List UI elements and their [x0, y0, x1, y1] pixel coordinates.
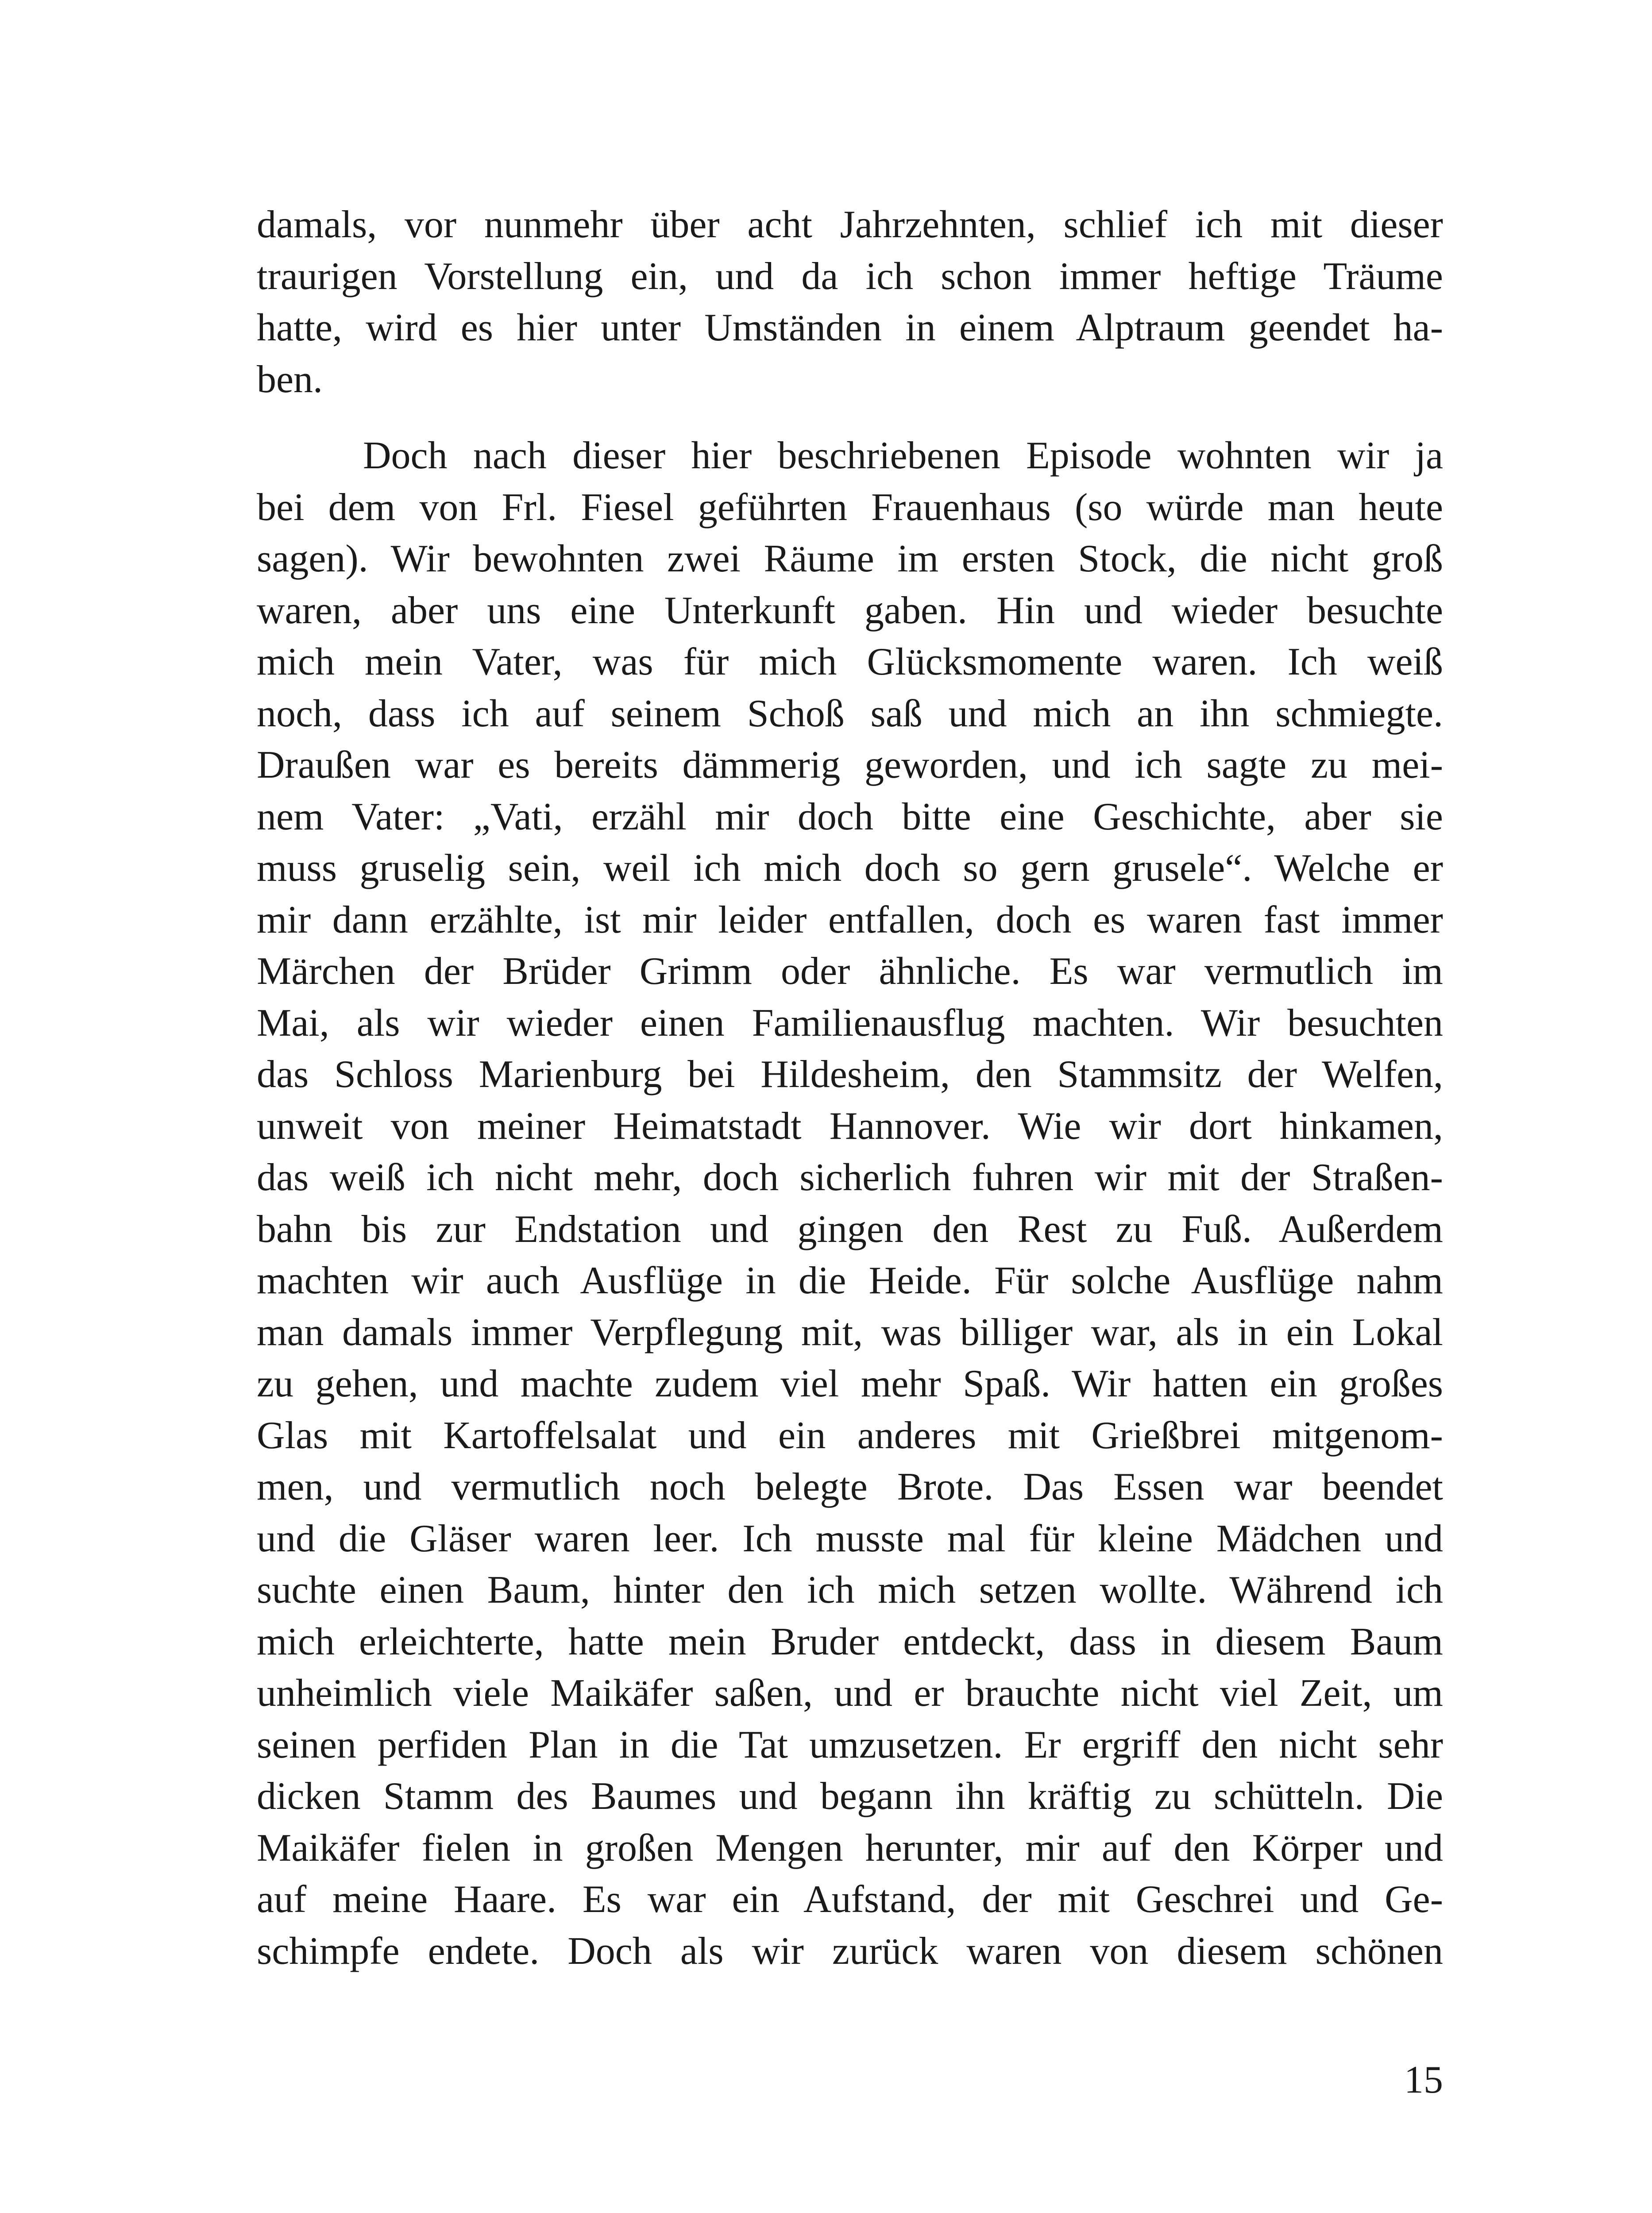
text-line: seinen perfiden Plan in die Tat umzusetzen. Er ergriff den nicht sehr [257, 1723, 1443, 1766]
text-line: unweit von meiner Heimatstadt Hannover. Wie wir dort hinkamen, [257, 1104, 1443, 1148]
text-line: das weiß ich nicht mehr, doch sicherlich fuhren wir mit der Straßen- [257, 1156, 1443, 1199]
text-line: Mai, als wir wieder einen Familienausflug machten. Wir besuchten [257, 1001, 1443, 1045]
text-line: damals, vor nunmehr über acht Jahrzehnten, schlief ich mit dieser [257, 203, 1443, 246]
text-line: mich erleichterte, hatte mein Bruder entdeckt, dass in diesem Baum [257, 1620, 1443, 1663]
page-number: 15 [1404, 2059, 1443, 2101]
paragraph [257, 199, 1443, 405]
body-text [257, 199, 1443, 1977]
text-line: auf meine Haare. Es war ein Aufstand, der mit Geschrei und Ge- [257, 1878, 1443, 1921]
text-line: machten wir auch Ausflüge in die Heide. Für solche Ausflüge nahm [257, 1259, 1443, 1302]
paragraph [257, 430, 1443, 1977]
text-line: bei dem von Frl. Fiesel geführten Frauenhaus (so würde man heute [257, 486, 1443, 529]
text-line: Maikäfer fielen in großen Mengen herunter, mir auf den Körper und [257, 1826, 1443, 1870]
text-line: traurigen Vorstellung ein, und da ich schon immer heftige Träume [257, 254, 1443, 298]
text-line: und die Gläser waren leer. Ich musste mal für kleine Mädchen und [257, 1517, 1443, 1560]
text-line: muss gruselig sein, weil ich mich doch so gern grusele“. Welche er [257, 847, 1443, 890]
text-line: Draußen war es bereits dämmerig geworden, und ich sagte zu mei- [257, 744, 1443, 787]
text-line: dicken Stamm des Baumes und begann ihn kräftig zu schütteln. Die [257, 1775, 1443, 1818]
text-line: das Schloss Marienburg bei Hildesheim, den Stammsitz der Welfen, [257, 1053, 1443, 1096]
text-line: man damals immer Verpflegung mit, was billiger war, als in ein Lokal [257, 1311, 1443, 1354]
text-line: waren, aber uns eine Unterkunft gaben. Hin und wieder besuchte [257, 589, 1443, 632]
text-line: bahn bis zur Endstation und gingen den Rest zu Fuß. Außerdem [257, 1207, 1443, 1251]
text-line: men, und vermutlich noch belegte Brote. Das Essen war beendet [257, 1465, 1443, 1508]
text-line: schimpfe endete. Doch als wir zurück waren von diesem schönen [257, 1929, 1443, 1973]
text-line: Glas mit Kartoffelsalat und ein anderes mit Grießbrei mitgenom- [257, 1414, 1443, 1457]
text-line: Märchen der Brüder Grimm oder ähnliche. Es war vermutlich im [257, 950, 1443, 993]
text-line: noch, dass ich auf seinem Schoß saß und mich an ihn schmiegte. [257, 692, 1443, 735]
text-line: zu gehen, und machte zudem viel mehr Spaß. Wir hatten ein großes [257, 1362, 1443, 1405]
text-line: ben. [257, 358, 323, 401]
text-line: hatte, wird es hier unter Umständen in einem Alptraum geendet ha- [257, 306, 1443, 349]
text-line: mir dann erzählte, ist mir leider entfallen, doch es waren fast immer [257, 898, 1443, 941]
text-line: unheimlich viele Maikäfer saßen, und er brauchte nicht viel Zeit, um [257, 1672, 1443, 1715]
text-line: nem Vater: „Vati, erzähl mir doch bitte eine Geschichte, aber sie [257, 795, 1443, 838]
text-line: Doch nach dieser hier beschriebenen Episode wohnten wir ja [363, 434, 1443, 477]
text-line: suchte einen Baum, hinter den ich mich setzen wollte. Während ich [257, 1569, 1443, 1612]
paragraph-gap [257, 405, 1443, 430]
text-line: sagen). Wir bewohnten zwei Räume im ersten Stock, die nicht groß [257, 537, 1443, 580]
text-line: mich mein Vater, was für mich Glücksmomente waren. Ich weiß [257, 640, 1443, 683]
